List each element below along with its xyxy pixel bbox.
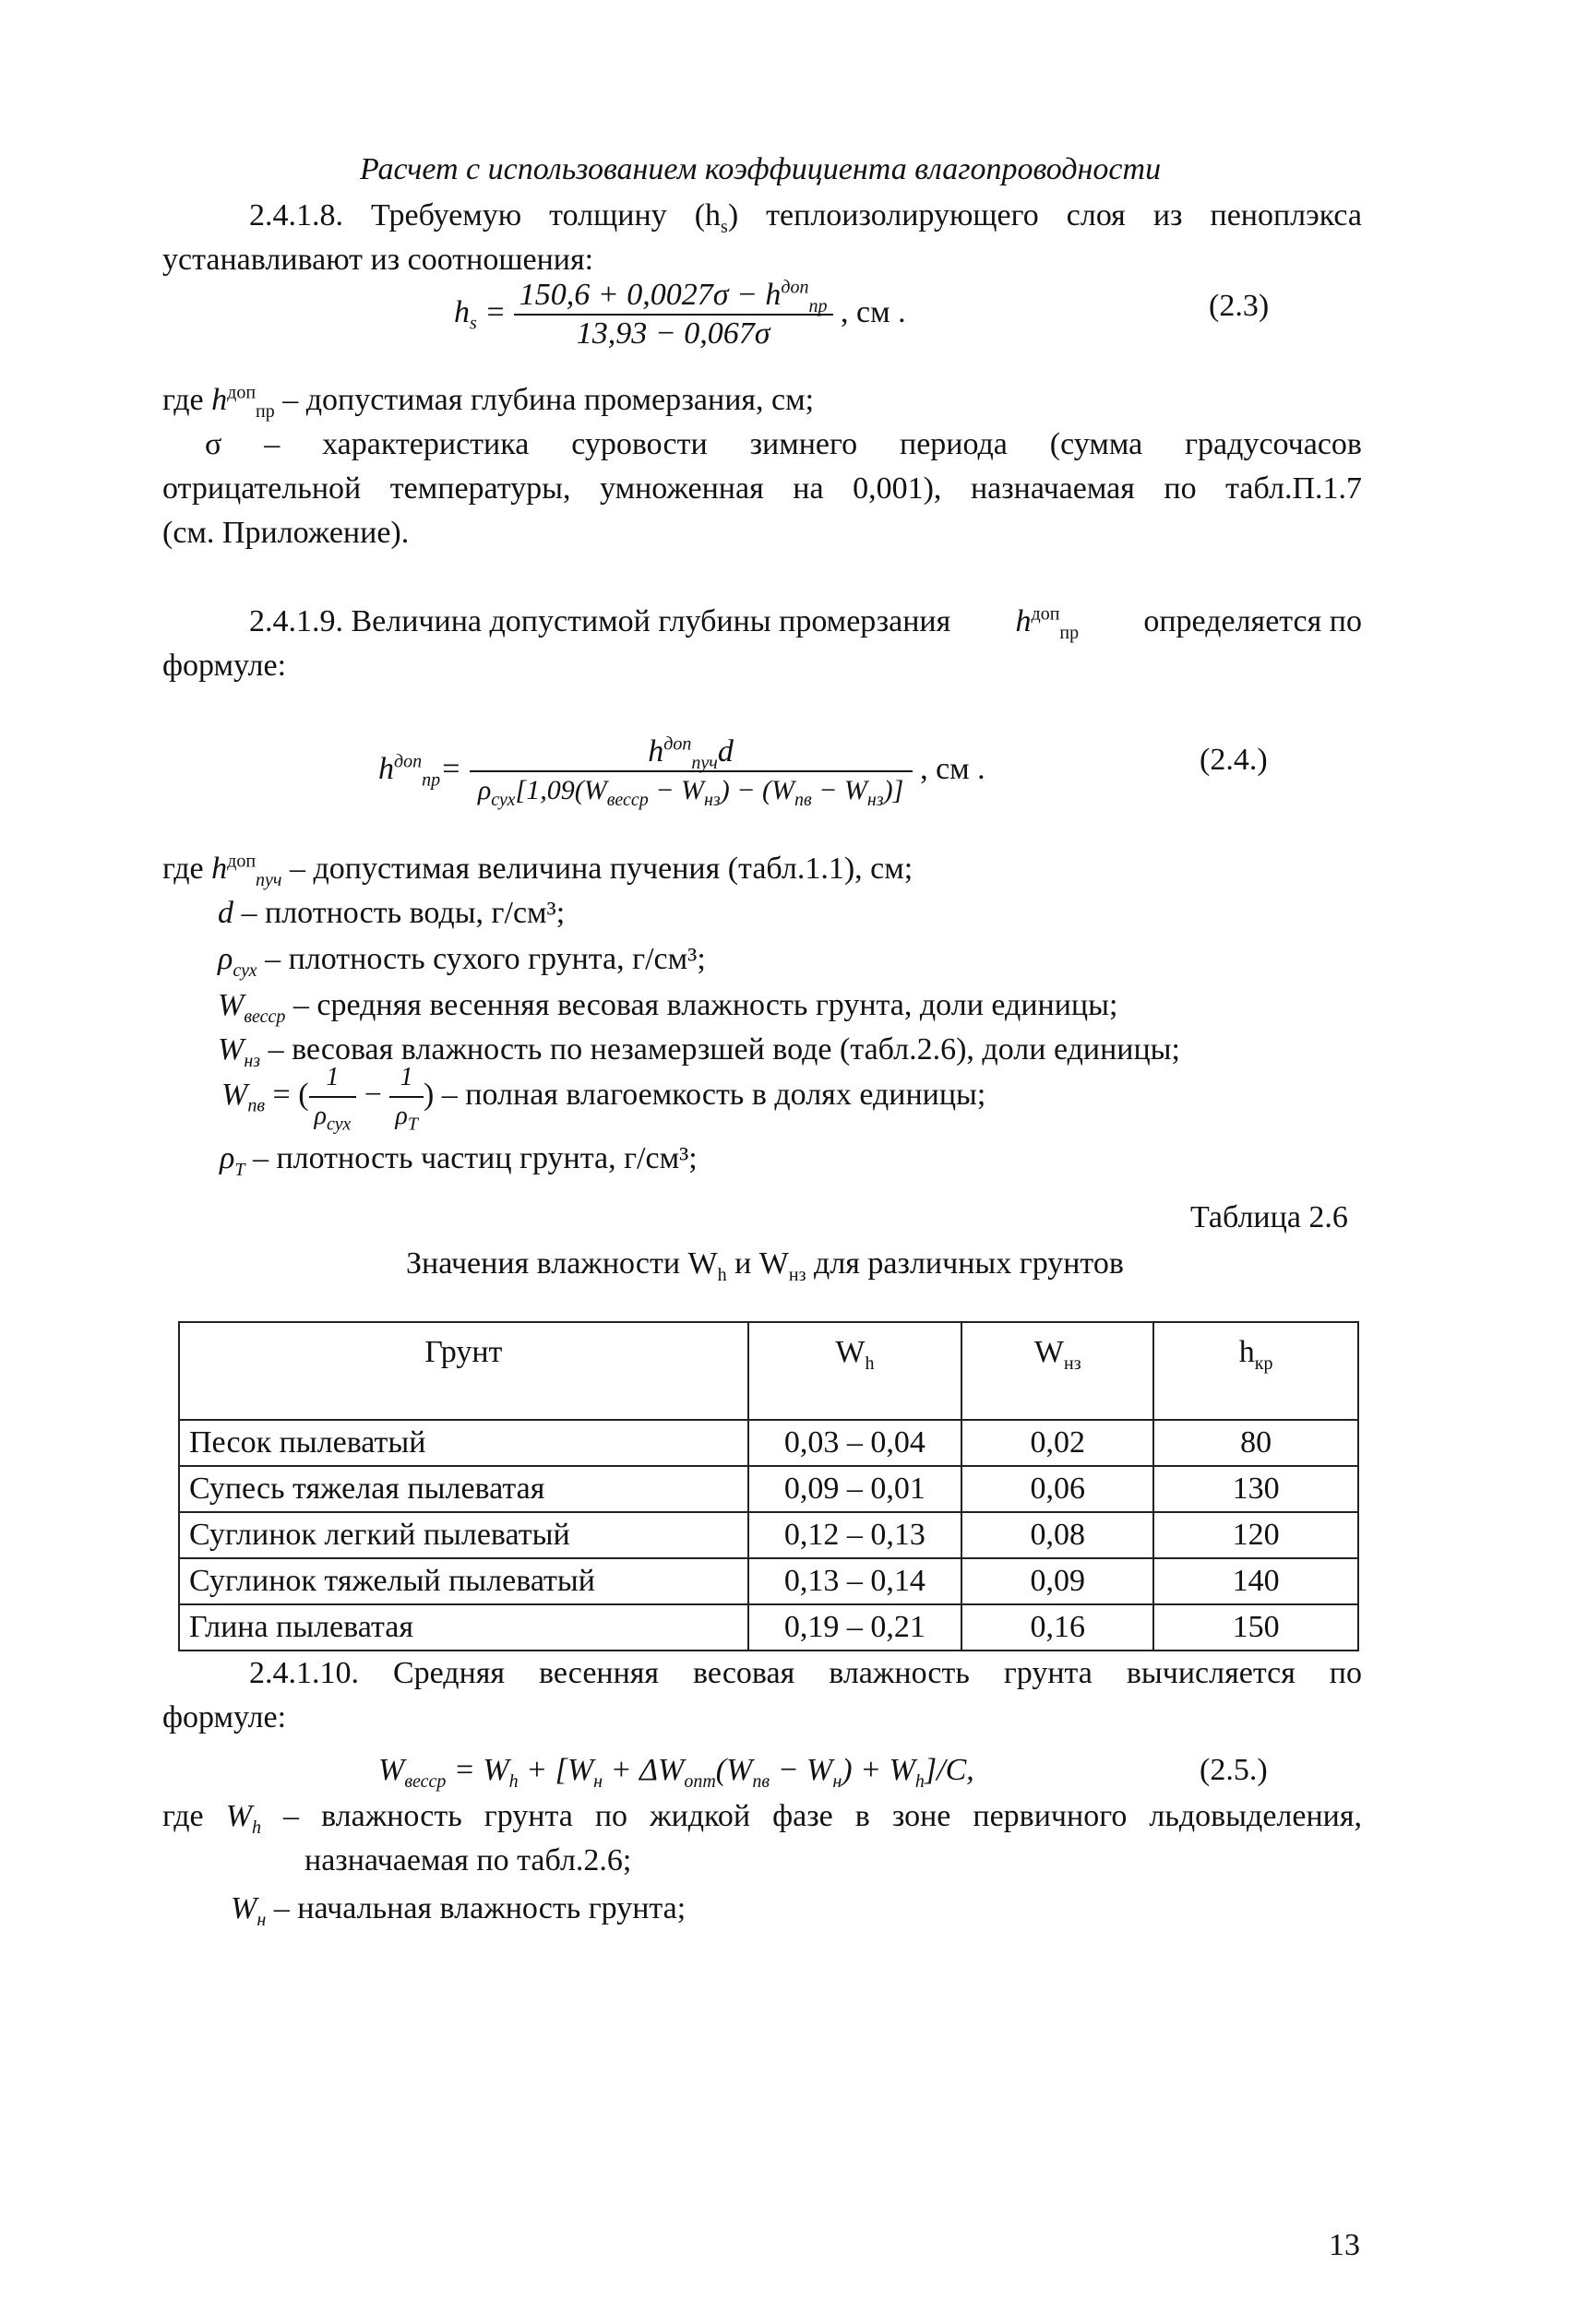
- subscript: h: [717, 1264, 727, 1285]
- variable: h: [211, 383, 228, 417]
- subscript: пв: [794, 790, 812, 810]
- subscript: сух: [233, 959, 257, 981]
- text: ρ: [395, 1102, 408, 1130]
- table-cell: 0,12 – 0,13: [748, 1512, 962, 1558]
- text: где: [162, 1799, 204, 1833]
- sigma-line3: (см. Приложение).: [162, 516, 410, 550]
- text: h: [1238, 1335, 1255, 1369]
- table-cell: Глина пылеватая: [179, 1604, 748, 1651]
- text: и W: [726, 1246, 789, 1281]
- text: Значения влажности W: [406, 1246, 718, 1281]
- equation-number-2-4: (2.4.): [1200, 743, 1268, 777]
- text: где: [162, 383, 204, 417]
- text: W: [378, 1753, 405, 1787]
- table-header-cell: [748, 1322, 962, 1420]
- subscript: нз: [788, 1264, 806, 1285]
- table-row: [179, 1420, 1358, 1466]
- table-cell: 80: [1153, 1420, 1358, 1466]
- text: 150,6 + 0,0027σ − h: [519, 278, 782, 312]
- table-cell: Суглинок легкий пылеватый: [179, 1512, 748, 1558]
- subscript: сух: [491, 790, 516, 810]
- subscript: пв: [752, 1770, 770, 1792]
- numerator: [514, 277, 833, 316]
- text: W: [835, 1335, 866, 1369]
- text: – плотность частиц грунта, г/см³;: [245, 1141, 698, 1175]
- text: – влажность грунта по жидкой фазе в зоне первичного льдовыделения,: [261, 1799, 1362, 1833]
- text: – допустимая величина пучения (табл.1.1), см;: [281, 852, 913, 886]
- table-cell: 140: [1153, 1558, 1358, 1604]
- subscript: h: [865, 1353, 875, 1374]
- paragraph-2-4-1-10-line1: 2.4.1.10. Средняя весенняя весовая влажность грунта вычисляется по: [249, 1656, 1362, 1690]
- text: + ΔW: [603, 1753, 685, 1787]
- subscript: пр: [808, 295, 828, 316]
- formula-lhs: h: [454, 294, 470, 329]
- inline-var: [1016, 600, 1080, 644]
- subscript: пв: [247, 1095, 266, 1116]
- table-title: [406, 1242, 1124, 1286]
- moisture-table: [178, 1321, 1359, 1651]
- fraction: [514, 277, 833, 352]
- table-row: [179, 1466, 1358, 1512]
- text: = W: [446, 1753, 509, 1787]
- text: ρ: [477, 775, 492, 805]
- text: – плотность воды, г/см³;: [233, 896, 566, 930]
- text: = (: [265, 1077, 309, 1112]
- paragraph-2-4-1-9-line1: [249, 600, 1362, 644]
- subscript: пр: [256, 400, 275, 422]
- text: где: [162, 852, 212, 886]
- subscript: Т: [407, 1114, 418, 1135]
- superscript: доп: [227, 851, 257, 872]
- table-header-cell: [179, 1322, 748, 1420]
- sigma-line2: отрицательной температуры, умноженная на 0,001), назначаемая по табл.П.1.7: [162, 471, 1362, 506]
- fraction: [470, 733, 913, 809]
- table-cell: Супесь тяжелая пылеватая: [179, 1466, 748, 1512]
- table-cell: Песок пылеватый: [179, 1420, 748, 1466]
- equals: =: [484, 294, 507, 329]
- text: 2.4.1.8. Требуемую толщину (h: [249, 198, 722, 232]
- text: определяется по: [1143, 604, 1362, 638]
- superscript: доп: [227, 382, 257, 403]
- text: ) теплоизолирующего слоя из пеноплэкса: [727, 198, 1363, 232]
- numerator: 1: [309, 1059, 357, 1098]
- variable: ρ: [220, 1141, 235, 1175]
- subscript: h: [508, 1770, 519, 1792]
- table-label: Таблица 2.6: [1190, 1200, 1348, 1234]
- subscript: нз: [1063, 1353, 1081, 1374]
- subscript: весср: [404, 1770, 447, 1792]
- variable: d: [218, 896, 233, 930]
- table-cell: 0,06: [961, 1466, 1153, 1512]
- subscript: пр: [422, 769, 441, 791]
- text: – полная влагоемкость в долях единицы;: [434, 1077, 986, 1112]
- table-header-cell: [961, 1322, 1153, 1420]
- text: −: [356, 1077, 390, 1112]
- equation-number-2-5: (2.5.): [1200, 1753, 1268, 1787]
- subscript: н: [257, 1909, 267, 1930]
- where-definition-item: [218, 937, 1417, 982]
- table-cell: 0,02: [961, 1420, 1153, 1466]
- variable: W: [218, 1032, 245, 1067]
- table-cell: 120: [1153, 1512, 1358, 1558]
- table-cell: 0,09 – 0,01: [748, 1466, 962, 1512]
- variable: W: [218, 988, 245, 1022]
- table-cell: 0,09: [961, 1558, 1153, 1604]
- where-definition-item: [218, 983, 1417, 1028]
- text: ρ: [314, 1102, 327, 1130]
- subscript: Т: [234, 1159, 245, 1180]
- table-header-cell: [1153, 1322, 1358, 1420]
- text: для различных грунтов: [806, 1246, 1124, 1281]
- section-heading: Расчет с использованием коэффициента влагопроводности: [360, 152, 1162, 186]
- table-row: [179, 1558, 1358, 1604]
- superscript: доп: [394, 751, 423, 772]
- page-number: 13: [1329, 2228, 1360, 2262]
- subscript: s: [470, 313, 477, 334]
- table-row: [179, 1512, 1358, 1558]
- text: – средняя весенняя весовая влажность грунта, доли единицы;: [285, 988, 1118, 1022]
- formula-2-5: [378, 1748, 974, 1793]
- text: ): [423, 1077, 435, 1112]
- text: ) − (W: [720, 775, 794, 805]
- subscript: h: [252, 1817, 262, 1838]
- denominator: [309, 1098, 357, 1135]
- formula-2-4: [378, 733, 985, 809]
- table-cell: 130: [1153, 1466, 1358, 1512]
- text: − W: [811, 775, 867, 805]
- table-cell: 150: [1153, 1604, 1358, 1651]
- unit: , см .: [920, 751, 985, 786]
- superscript: доп: [1031, 603, 1060, 625]
- variable: W: [221, 1077, 248, 1112]
- text: – допустимая глубина промерзания, см;: [274, 383, 815, 417]
- text: – весовая влажность по незамерзшей воде (табл.2.6), доли единицы;: [260, 1032, 1180, 1067]
- denominator: [470, 772, 913, 809]
- formula-2-3: [454, 277, 906, 352]
- subscript: пр: [1059, 622, 1080, 643]
- paragraph-2-4-1-10-line2: формуле:: [162, 1700, 287, 1734]
- subscript: опт: [684, 1770, 716, 1792]
- where-h-pr-line: [162, 378, 1362, 423]
- subscript: н: [593, 1770, 603, 1792]
- subscript: весср: [606, 790, 649, 810]
- text: Грунт: [424, 1335, 503, 1369]
- variable: h: [211, 852, 228, 886]
- table-cell: 0,19 – 0,21: [748, 1604, 962, 1651]
- subscript: h: [914, 1770, 925, 1792]
- equation-number-2-3: (2.3): [1209, 289, 1270, 323]
- text: − W: [648, 775, 704, 805]
- rho-t-line: [220, 1137, 1419, 1181]
- table-row: [179, 1604, 1358, 1651]
- text: – начальная влажность грунта;: [266, 1891, 687, 1925]
- denominator: [389, 1098, 424, 1135]
- formula-w-pv: [221, 1059, 985, 1135]
- table-body: [179, 1420, 1358, 1651]
- subscript: весср: [244, 1006, 286, 1027]
- text: + [W: [518, 1753, 594, 1787]
- subscript: нз: [866, 790, 884, 810]
- where-definition-item: [218, 891, 1417, 936]
- fraction-1: [309, 1059, 357, 1135]
- text: [1,09(W: [515, 775, 607, 805]
- subscript: пуч: [256, 869, 282, 890]
- paragraph-2-4-1-9-line2: формуле:: [162, 649, 287, 683]
- equals: =: [440, 751, 462, 786]
- where-wh-line2: назначаемая по табл.2.6;: [304, 1843, 632, 1877]
- formula-lhs: h: [378, 751, 394, 786]
- variable: W: [231, 1891, 257, 1925]
- numerator: [470, 733, 913, 772]
- text: (W: [715, 1753, 753, 1787]
- unit: , см .: [841, 294, 906, 329]
- text: ) + W: [842, 1753, 915, 1787]
- table-cell: 0,03 – 0,04: [748, 1420, 962, 1466]
- variable: ρ: [218, 942, 233, 976]
- text: ]/C,: [924, 1753, 974, 1787]
- text: )]: [883, 775, 904, 805]
- variable: h: [1015, 604, 1032, 638]
- table-header-row: [179, 1322, 1358, 1420]
- where-wh-line1: [162, 1794, 1362, 1839]
- numerator: 1: [389, 1059, 424, 1098]
- subscript: нз: [244, 1050, 261, 1071]
- variable: W: [225, 1799, 253, 1833]
- text: 2.4.1.9. Величина допустимой глубины промерзания: [249, 604, 951, 638]
- subscript: нз: [703, 790, 721, 810]
- table-cell: 0,13 – 0,14: [748, 1558, 962, 1604]
- denominator: 13,93 − 0,067σ: [576, 316, 770, 351]
- subscript: сух: [326, 1114, 352, 1135]
- superscript: доп: [663, 733, 692, 755]
- subscript: кр: [1254, 1353, 1273, 1374]
- where-definition-item: [162, 847, 1362, 891]
- paragraph-2-4-1-8-line1: [249, 194, 1362, 238]
- where-wn-line: [231, 1887, 1430, 1931]
- fraction-2: [389, 1059, 424, 1135]
- text: h: [648, 734, 664, 769]
- paragraph-2-4-1-8-line2: устанавливают из соотношения:: [162, 243, 594, 277]
- superscript: доп: [781, 277, 809, 298]
- sigma-line1: σ – характеристика суровости зимнего периода (сумма градусочасов: [205, 427, 1362, 461]
- text: W: [1033, 1335, 1064, 1369]
- subscript: н: [832, 1770, 842, 1792]
- table-cell: 0,08: [961, 1512, 1153, 1558]
- text: – плотность сухого грунта, г/см³;: [257, 942, 706, 976]
- table-cell: 0,16: [961, 1604, 1153, 1651]
- text: d: [717, 734, 734, 769]
- text: − W: [770, 1753, 833, 1787]
- table-cell: Суглинок тяжелый пылеватый: [179, 1558, 748, 1604]
- subscript: пуч: [691, 752, 718, 773]
- subscript: s: [721, 216, 728, 237]
